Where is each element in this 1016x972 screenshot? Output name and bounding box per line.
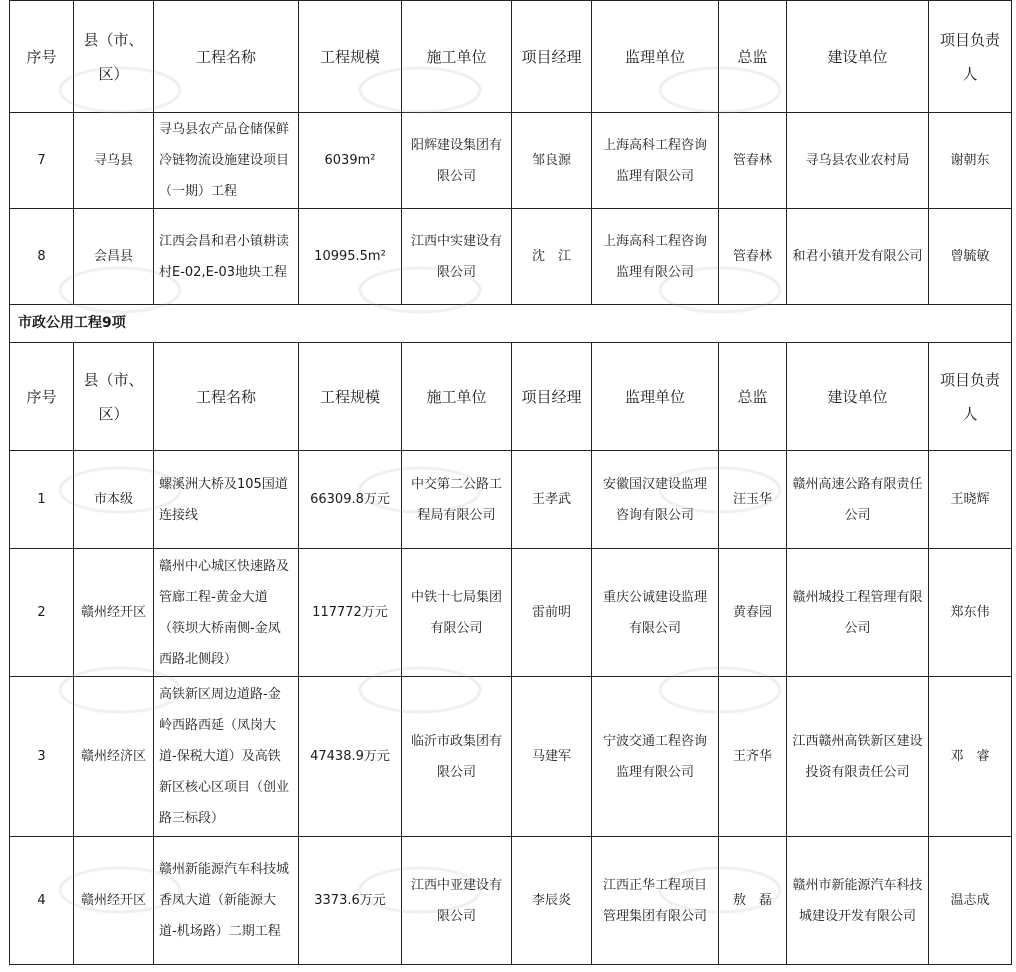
cell-builder: 寻乌县农业农村局 — [787, 113, 929, 209]
header-supervisor: 监理单位 — [592, 343, 719, 451]
table-row — [10, 113, 1012, 209]
cell-chief: 汪玉华 — [719, 451, 787, 549]
cell-seq: 7 — [10, 113, 74, 209]
cell-county: 赣州经开区 — [74, 837, 154, 965]
cell-builder: 赣州城投工程管理有限公司 — [787, 549, 929, 677]
cell-owner: 谢朝东 — [929, 113, 1012, 209]
cell-name: 螺溪洲大桥及105国道连接线 — [154, 451, 299, 549]
cell-builder: 和君小镇开发有限公司 — [787, 209, 929, 305]
cell-county: 会昌县 — [74, 209, 154, 305]
cell-supervisor: 重庆公诚建设监理有限公司 — [592, 549, 719, 677]
table-row — [10, 677, 1012, 837]
cell-contractor: 中交第二公路工程局有限公司 — [402, 451, 512, 549]
header-pm: 项目经理 — [512, 1, 592, 113]
cell-builder: 赣州高速公路有限责任公司 — [787, 451, 929, 549]
cell-contractor: 中铁十七局集团有限公司 — [402, 549, 512, 677]
cell-chief: 敖 磊 — [719, 837, 787, 965]
cell-supervisor: 江西正华工程项目管理集团有限公司 — [592, 837, 719, 965]
header-pm: 项目经理 — [512, 343, 592, 451]
cell-scale: 3373.6万元 — [299, 837, 402, 965]
header-name: 工程名称 — [154, 343, 299, 451]
cell-owner: 王晓辉 — [929, 451, 1012, 549]
cell-county: 赣州经济区 — [74, 677, 154, 837]
section-row — [10, 305, 1012, 343]
cell-supervisor: 宁波交通工程咨询监理有限公司 — [592, 677, 719, 837]
cell-owner: 温志成 — [929, 837, 1012, 965]
cell-chief: 黄春园 — [719, 549, 787, 677]
cell-contractor: 临沂市政集团有限公司 — [402, 677, 512, 837]
cell-name: 赣州中心城区快速路及管廊工程-黄金大道（筷坝大桥南侧-金凤西路北侧段） — [154, 549, 299, 677]
header-contractor: 施工单位 — [402, 343, 512, 451]
table-row — [10, 837, 1012, 965]
cell-pm: 雷前明 — [512, 549, 592, 677]
cell-supervisor: 上海高科工程咨询监理有限公司 — [592, 113, 719, 209]
header-chief: 总监 — [719, 1, 787, 113]
header-scale: 工程规模 — [299, 1, 402, 113]
cell-pm: 马建军 — [512, 677, 592, 837]
cell-supervisor: 安徽国汉建设监理咨询有限公司 — [592, 451, 719, 549]
header-seq: 序号 — [10, 1, 74, 113]
cell-pm: 李辰炎 — [512, 837, 592, 965]
header-owner: 项目负责人 — [929, 1, 1012, 113]
header-name: 工程名称 — [154, 1, 299, 113]
cell-contractor: 江西中亚建设有限公司 — [402, 837, 512, 965]
table-row — [10, 209, 1012, 305]
cell-seq: 8 — [10, 209, 74, 305]
cell-scale: 47438.9万元 — [299, 677, 402, 837]
cell-seq: 4 — [10, 837, 74, 965]
cell-contractor: 江西中实建设有限公司 — [402, 209, 512, 305]
cell-pm: 王孝武 — [512, 451, 592, 549]
header-county: 县（市、区） — [74, 1, 154, 113]
cell-name: 高铁新区周边道路-金岭西路西延（凤岗大道-保税大道）及高铁新区核心区项目（创业路三标段） — [154, 677, 299, 837]
table-row — [10, 549, 1012, 677]
header-scale: 工程规模 — [299, 343, 402, 451]
section-title: 市政公用工程9项 — [10, 305, 1012, 343]
cell-chief: 管春林 — [719, 113, 787, 209]
cell-name: 江西会昌和君小镇耕读村E-02,E-03地块工程 — [154, 209, 299, 305]
cell-county: 市本级 — [74, 451, 154, 549]
header-seq: 序号 — [10, 343, 74, 451]
cell-chief: 管春林 — [719, 209, 787, 305]
cell-county: 赣州经开区 — [74, 549, 154, 677]
cell-scale: 117772万元 — [299, 549, 402, 677]
cell-seq: 1 — [10, 451, 74, 549]
cell-pm: 沈 江 — [512, 209, 592, 305]
cell-name: 赣州新能源汽车科技城香凤大道（新能源大道-机场路）二期工程 — [154, 837, 299, 965]
header-county: 县（市、区） — [74, 343, 154, 451]
header-owner: 项目负责人 — [929, 343, 1012, 451]
cell-pm: 邹良源 — [512, 113, 592, 209]
cell-owner: 邓 睿 — [929, 677, 1012, 837]
header-chief: 总监 — [719, 343, 787, 451]
cell-scale: 10995.5m² — [299, 209, 402, 305]
header-builder: 建设单位 — [787, 1, 929, 113]
cell-chief: 王齐华 — [719, 677, 787, 837]
cell-seq: 3 — [10, 677, 74, 837]
cell-contractor: 阳辉建设集团有限公司 — [402, 113, 512, 209]
cell-builder: 江西赣州高铁新区建设投资有限责任公司 — [787, 677, 929, 837]
cell-owner: 曾毓敏 — [929, 209, 1012, 305]
cell-scale: 6039m² — [299, 113, 402, 209]
header-supervisor: 监理单位 — [592, 1, 719, 113]
table-row — [10, 451, 1012, 549]
header-contractor: 施工单位 — [402, 1, 512, 113]
header-row-1 — [10, 1, 1012, 113]
cell-scale: 66309.8万元 — [299, 451, 402, 549]
cell-supervisor: 上海高科工程咨询监理有限公司 — [592, 209, 719, 305]
project-table — [9, 0, 1012, 965]
cell-county: 寻乌县 — [74, 113, 154, 209]
cell-builder: 赣州市新能源汽车科技城建设开发有限公司 — [787, 837, 929, 965]
header-builder: 建设单位 — [787, 343, 929, 451]
header-row-2 — [10, 343, 1012, 451]
cell-seq: 2 — [10, 549, 74, 677]
cell-owner: 郑东伟 — [929, 549, 1012, 677]
cell-name: 寻乌县农产品仓储保鲜冷链物流设施建设项目（一期）工程 — [154, 113, 299, 209]
